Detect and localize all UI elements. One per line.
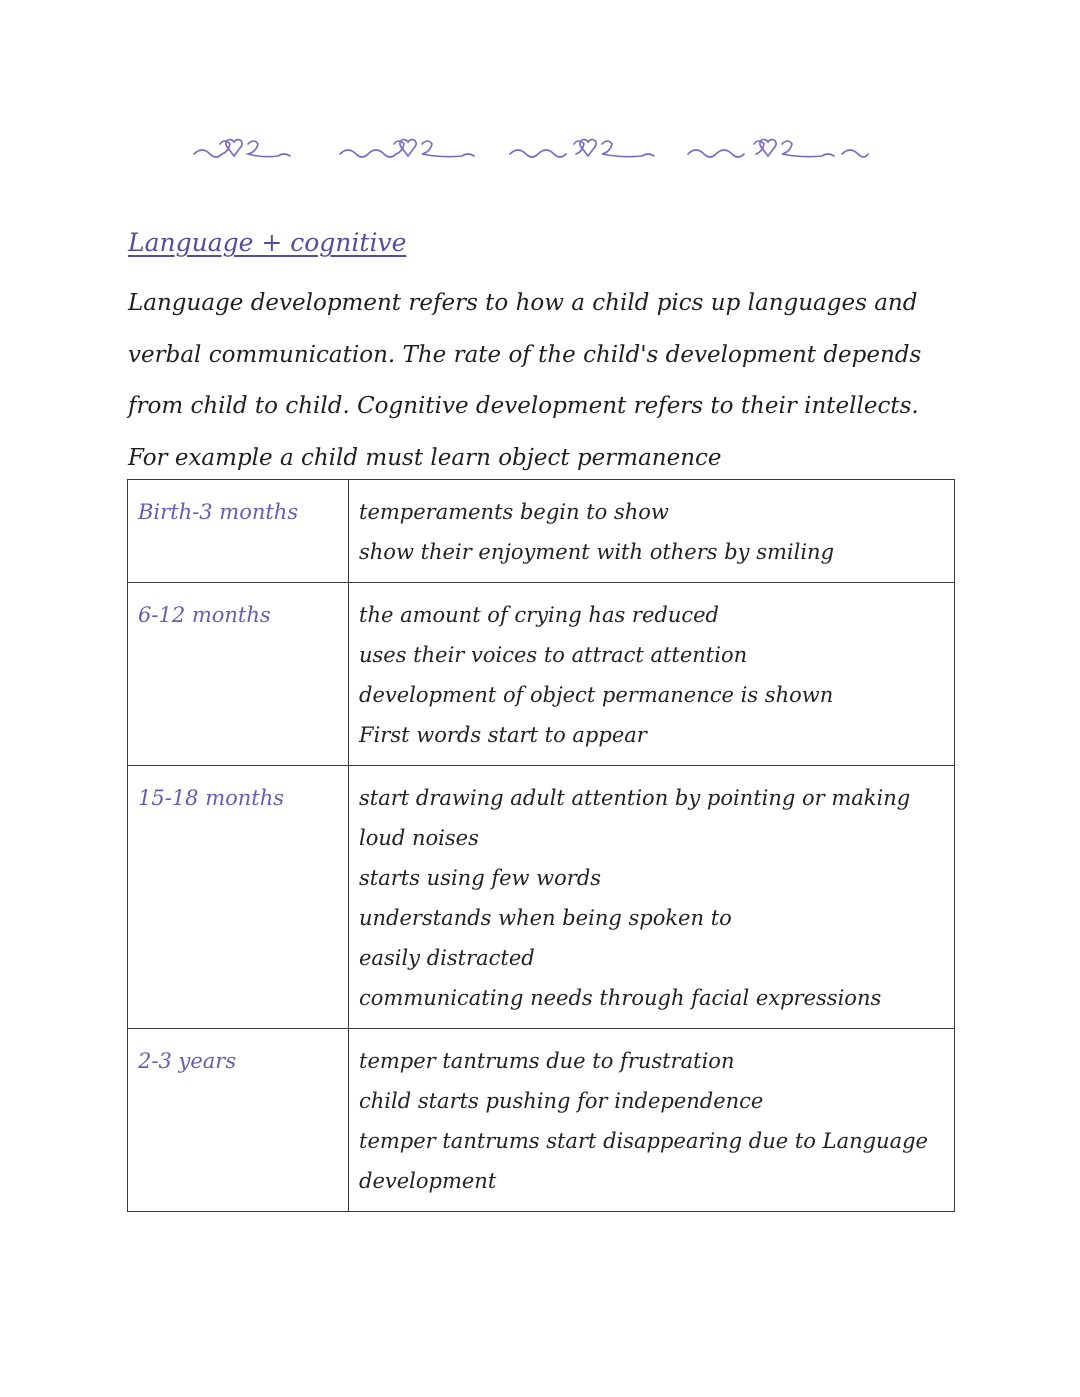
age-label: 15-18 months [128,766,349,1029]
age-label: 6-12 months [128,583,349,766]
heart-swirl-divider-icon [190,126,890,176]
milestones-cell [349,583,955,766]
milestones-cell [349,766,955,1029]
intro-line: For example a child must learn object permanence [128,444,722,471]
development-table [127,479,955,1212]
age-label: Birth-3 months [128,480,349,583]
table-row [128,480,955,583]
milestone-item: easily distracted [359,946,535,970]
section-heading: Language + cognitive [128,228,407,257]
intro-paragraph [128,278,928,484]
milestone-item: First words start to appear [359,723,647,747]
intro-line: from child to child. Cognitive development refers to their intellects. [128,393,919,419]
table-row [128,1029,955,1212]
milestone-item: temper tantrums due to frustration [359,1049,735,1073]
milestone-item: uses their voices to attract attention [359,643,748,667]
milestone-item: starts using few words [359,866,602,890]
milestone-item: start drawing adult attention by pointing or making [359,786,911,810]
milestones-cell [349,480,955,583]
milestones-cell [349,1029,955,1212]
milestone-item: development of object permanence is shown [359,683,834,707]
intro-line: Language development refers to how a child pics up languages and [128,290,918,316]
milestone-item: the amount of crying has reduced [359,603,719,627]
milestone-item: temper tantrums start disappearing due to Language [359,1129,928,1153]
intro-line: verbal communication. The rate of the child's development depends [128,341,922,368]
milestone-item: temperaments begin to show [359,500,669,524]
milestone-item: understands when being spoken to [359,906,732,930]
milestone-item: child starts pushing for independence [359,1089,764,1113]
milestone-item: development [359,1169,497,1193]
table-row [128,583,955,766]
table-row [128,766,955,1029]
milestone-item: show their enjoyment with others by smiling [359,540,835,564]
milestone-item: loud noises [359,826,479,850]
milestone-item: communicating needs through facial expressions [359,986,882,1010]
age-label: 2-3 years [128,1029,349,1212]
